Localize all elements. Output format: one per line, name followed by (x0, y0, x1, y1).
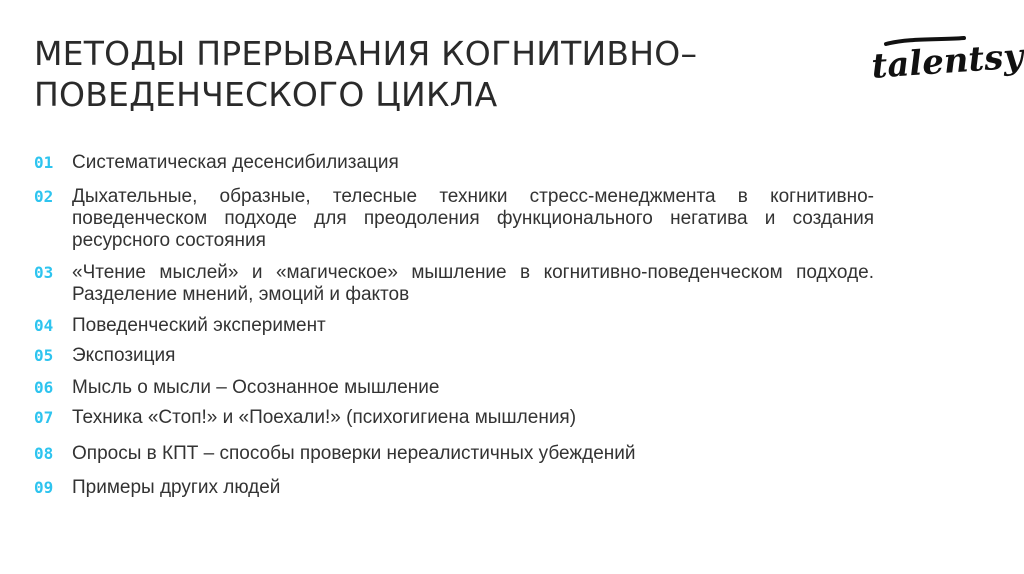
list-item (34, 186, 874, 252)
item-text: Примеры других людей (72, 477, 281, 498)
item-number: 04 (34, 316, 54, 335)
item-text: Мысль о мысли – Осознанное мышление (72, 377, 440, 398)
item-number: 08 (34, 444, 54, 463)
list-item (34, 345, 874, 367)
item-text: Опросы в КПТ – способы проверки нереалистичных убеждений (72, 443, 636, 464)
item-text: Экспозиция (72, 345, 176, 366)
item-text: «Чтение мыслей» и «магическое» мышление в когнитивно-поведенческом подходе. Разделение мнений, эмоций и фактов (72, 262, 874, 305)
list-item (34, 407, 874, 429)
item-text: Техника «Стоп!» и «Поехали!» (психогигиена мышления) (72, 407, 577, 428)
list-item (34, 152, 874, 174)
list-item (34, 377, 874, 399)
item-number: 07 (34, 408, 54, 427)
svg-text:talentsy: talentsy (870, 36, 1024, 87)
item-text: Дыхательные, образные, телесные техники стресс-менеджмента в когнитивно-поведенческом подходе для преодоления функционального негатива и создания ресурсного состояния (72, 186, 874, 251)
item-text: Поведенческий эксперимент (72, 315, 326, 336)
list-item (34, 443, 874, 465)
item-number: 01 (34, 153, 54, 172)
item-number: 05 (34, 346, 54, 365)
item-number: 03 (34, 263, 54, 282)
slide-title: МЕТОДЫ ПРЕРЫВАНИЯ КОГНИТИВНО–ПОВЕДЕНЧЕСКОГО ЦИКЛА (34, 34, 698, 114)
item-number: 09 (34, 478, 54, 497)
list-item (34, 477, 874, 499)
item-number: 02 (34, 187, 54, 206)
item-number: 06 (34, 378, 54, 397)
list-item (34, 262, 874, 306)
list-item (34, 315, 874, 337)
item-text: Систематическая десенсибилизация (72, 152, 399, 173)
talentsy-logo (868, 30, 1024, 96)
